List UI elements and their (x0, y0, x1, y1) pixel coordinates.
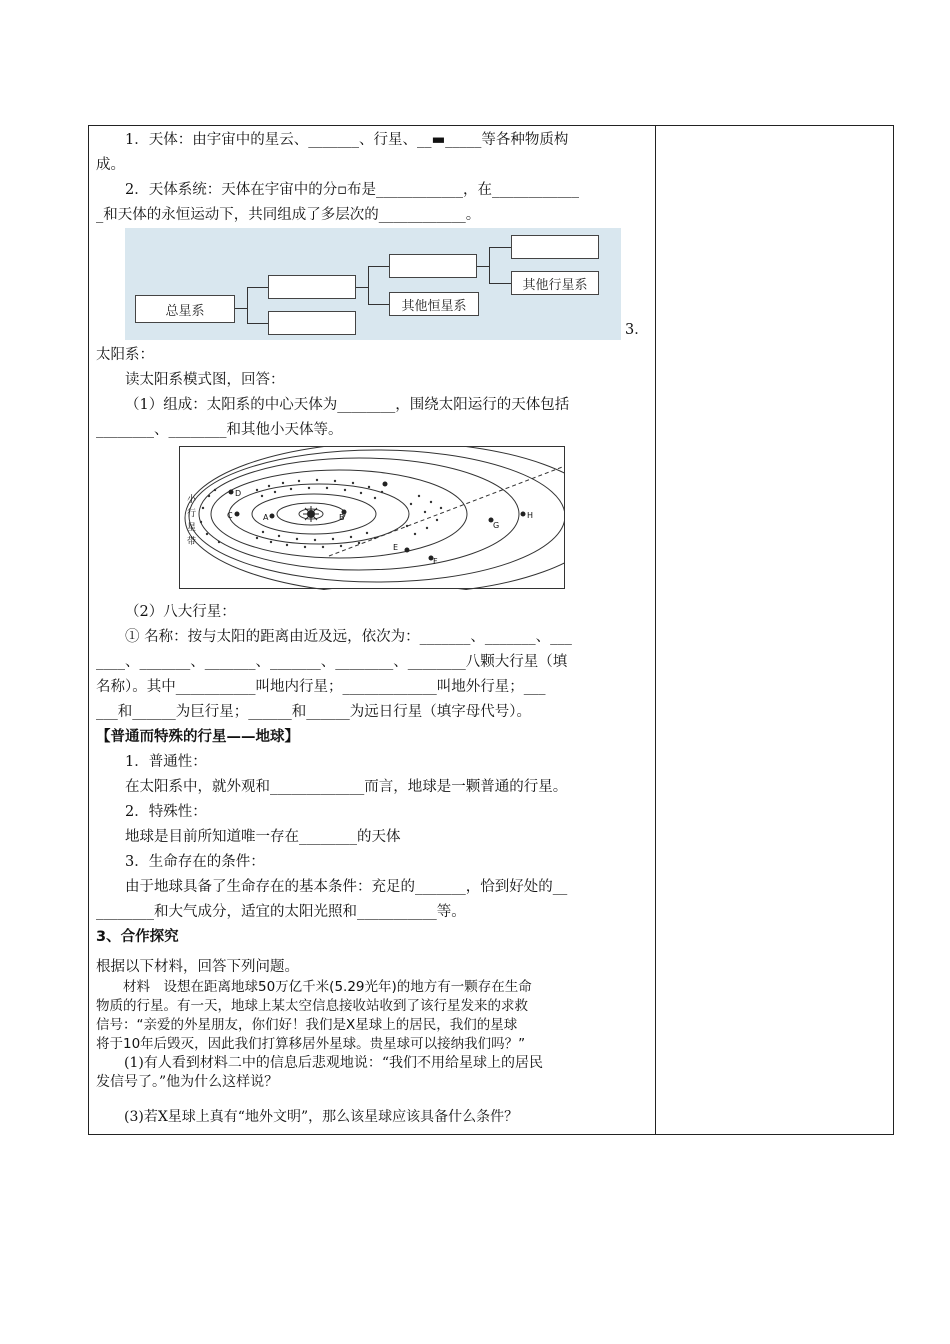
life-conditions-title: 3．生命存在的条件： (125, 854, 265, 870)
box-blank-other-galaxies (268, 311, 356, 335)
planet-names-line4: ___和______为巨行星；______和______为远日行星（填字母代号）。 (96, 704, 531, 720)
connector (477, 266, 489, 267)
solar-system-diagram (179, 446, 565, 590)
ordinary-title: 1．普通性： (125, 754, 207, 770)
cooperation-heading: 3、合作探究 (96, 929, 179, 945)
special-title: 2．特殊性： (125, 804, 207, 820)
life-conditions-line1: 由于地球具备了生命存在的基本条件：充足的_______，恰到好处的__ (125, 879, 568, 895)
celestial-body-line2: 成。 (96, 157, 125, 173)
solar-system-instruction: 读太阳系模式图，回答： (125, 372, 285, 388)
table-column-divider (655, 125, 656, 1135)
solar-system-title: 太阳系： (96, 347, 154, 363)
cooperation-intro: 根据以下材料，回答下列问题。 (96, 959, 299, 975)
connector (235, 308, 247, 309)
planet-names-line2: ____、_______、_______、_______、________、________八颗大行星（填 (96, 654, 568, 670)
composition-question-line2: ________、________和其他小天体等。 (96, 422, 343, 438)
material-line2: 物质的行星。有一天，地球上某太空信息接收站收到了该行星发来的求救 (96, 998, 528, 1014)
connector (247, 287, 248, 323)
box-blank-earth-moon-system (511, 235, 599, 259)
special-text: 地球是目前所知道唯一存在________的天体 (125, 829, 401, 845)
planet-label-d: D (235, 489, 242, 498)
ordinary-text: 在太阳系中，就外观和_____________而言，地球是一颗普通的行星。 (125, 779, 568, 795)
connector (368, 304, 389, 305)
planet-label-g: G (493, 521, 500, 530)
connector (368, 266, 389, 267)
box-total-galaxy: 总星系 (135, 295, 235, 323)
svg-text:行: 行 (187, 509, 197, 519)
question-1-line2: 发信号了。”他为什么这样说？ (96, 1074, 279, 1090)
connector (489, 247, 490, 284)
box-other-stellar-systems: 其他恒星系 (389, 292, 479, 316)
box-other-planetary-systems: 其他行星系 (511, 271, 599, 295)
material-line4: 将于10年后毁灭，因此我们打算移居外星球。贵星球可以接纳我们吗？” (96, 1036, 526, 1052)
celestial-system-line1: 2．天体系统：天体在宇宙中的分▫布是____________，在____________ (125, 182, 580, 198)
connector (489, 247, 511, 248)
celestial-system-line2: _和天体的永恒运动下，共同组成了多层次的____________。 (96, 207, 481, 223)
planet-label-e: E (393, 543, 399, 552)
box-blank-galaxy (268, 275, 356, 299)
planet-names-line1: ① 名称：按与太阳的距离由近及远，依次为：_______、_______、___ (125, 629, 572, 645)
earth-section-heading: 【普通而特殊的行星——地球】 (96, 729, 299, 745)
connector (368, 266, 369, 305)
life-conditions-line2: ________和大气成分，适宜的太阳光照和___________等。 (96, 904, 466, 920)
connector (247, 323, 268, 324)
planet-label-b: B (339, 513, 345, 522)
item-number-3: 3． (625, 322, 649, 338)
svg-text:带: 带 (187, 537, 197, 547)
planet-label-a: A (263, 513, 269, 522)
celestial-hierarchy-diagram (125, 228, 621, 340)
material-line3: 信号：“亲爱的外星朋友，你们好！我们是X星球上的居民，我们的星球 (96, 1017, 518, 1033)
sun (303, 506, 319, 522)
planet-label-f: F (433, 557, 438, 566)
connector (356, 287, 368, 288)
eight-planets-title: （2）八大行星： (125, 604, 236, 620)
composition-question-line1: （1）组成：太阳系的中心天体为________，围绕太阳运行的天体包括 (125, 397, 570, 413)
svg-text:星: 星 (187, 523, 197, 533)
svg-text:小: 小 (187, 495, 197, 505)
planet-label-h: H (527, 511, 534, 520)
material-line1: 材料 设想在距离地球50万亿千米(5.29光年)的地方有一颗存在生命 (123, 979, 532, 995)
connector (247, 287, 268, 288)
question-1-line1: (1)有人看到材料二中的信息后悲观地说：“我们不用给星球上的居民 (124, 1055, 543, 1071)
planet-label-c: C (227, 511, 233, 520)
box-blank-solar-system (389, 254, 477, 278)
planet-names-line3: 名称）。其中___________叫地内行星；_____________叫地外行星；___ (96, 679, 546, 695)
hierarchy-row (96, 228, 650, 340)
connector (489, 283, 511, 284)
left-column-content (96, 128, 650, 1127)
celestial-body-line1: 1．天体：由宇宙中的星云、_______、行星、__▬_____等各种物质构 (125, 132, 569, 148)
question-3: (3)若X星球上真有“地外文明”，那么该星球应该具备什么条件？ (124, 1109, 519, 1125)
